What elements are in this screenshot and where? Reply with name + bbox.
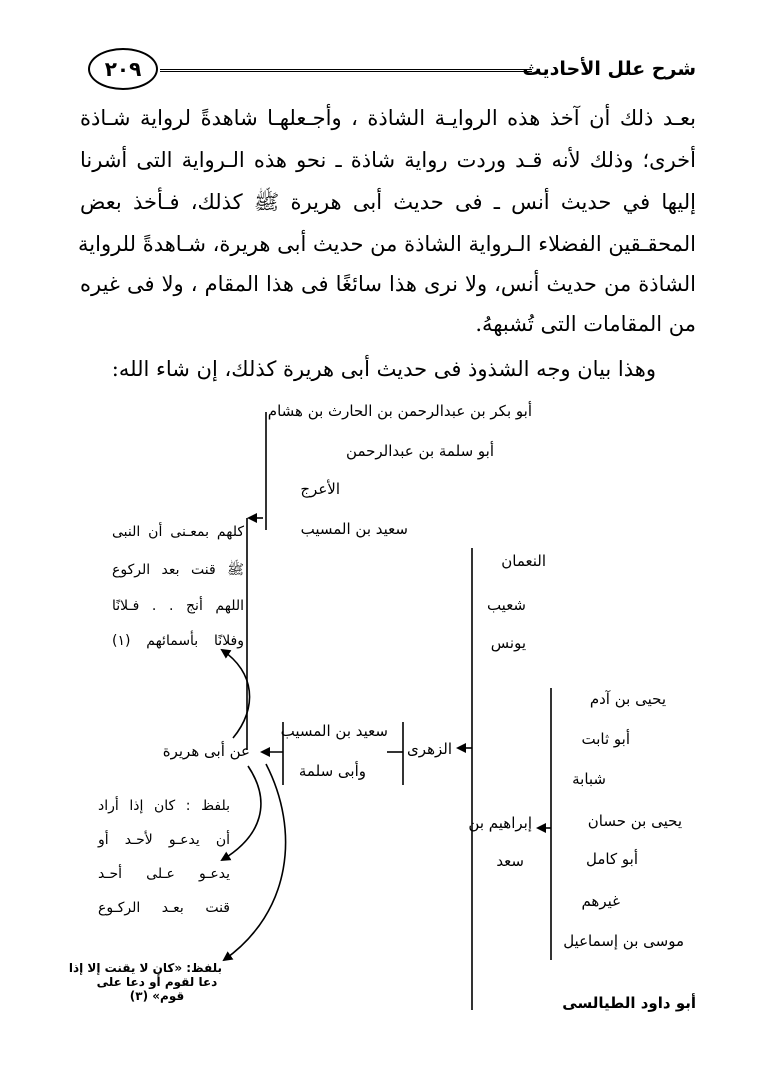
narrator-abu-thabit: أبو ثابت bbox=[581, 730, 630, 748]
narrator-zuhri: الزهرى bbox=[407, 740, 452, 758]
narrator-shuayb: شعيب bbox=[486, 596, 526, 614]
narrator-musa: موسى بن إسماعيل bbox=[563, 932, 684, 950]
narrator-saeed-pair-1: سعيد بن المسيب bbox=[280, 722, 388, 740]
narrator-yahya-hassan: يحيى بن حسان bbox=[587, 812, 682, 830]
narrator-saeed: سعيد بن المسيب bbox=[300, 520, 408, 538]
paragraph-line: بعـد ذلك أن آخذ هذه الروايـة الشاذة ، وأجـعلهـا شاهدةً لرواية شـاذة bbox=[80, 106, 696, 130]
narrator-yahya-adam: يحيى بن آدم bbox=[589, 690, 666, 708]
narrator-numan: النعمان bbox=[501, 552, 546, 570]
wording-note-line: أن يدعـو لأحـد أو bbox=[98, 832, 230, 848]
wording-note-2-line: دعا لقوم أو دعا على bbox=[96, 975, 218, 989]
paragraph-line: أخرى؛ وذلك لأنه قـد وردت رواية شاذة ـ نحو هذه الـرواية التى أشرنا bbox=[80, 148, 696, 172]
paragraph-line: المحقـقين الفضلاء الـرواية الشاذة من حديث أبى هريرة، شـاهدةً للرواية bbox=[78, 232, 696, 256]
wording-note-line: بلفظ : كان إذا أراد bbox=[98, 798, 230, 814]
curve-arrow-wording-2 bbox=[224, 764, 286, 960]
paragraph-line: الشاذة من حديث أنس، ولا نرى هذا سائغًا فى هذا المقام ، ولا فى غيره bbox=[80, 272, 696, 296]
wording-note-2-line: قوم» (٣) bbox=[129, 989, 185, 1003]
narrator-saeed-pair-2: وأبى سلمة bbox=[298, 762, 366, 780]
narrator-shababa: شبابة bbox=[572, 770, 606, 788]
narrator-abu-dawud: أبو داود الطيالسى bbox=[562, 994, 696, 1012]
paragraph-line: إليها في حديث أنس ـ فى حديث أبى هريرة ﷺ كذلك، فـأخذ بعض bbox=[80, 190, 696, 214]
paragraph-line: من المقامات التى تُشبههُ. bbox=[475, 312, 696, 336]
diagram-intro: وهذا بيان وجه الشذوذ فى حديث أبى هريرة كذلك، إن شاء الله: bbox=[111, 357, 656, 381]
running-title: شرح علل الأحاديث bbox=[522, 58, 696, 80]
curve-arrow-meaning bbox=[222, 650, 250, 738]
narrator-abu-bakr: أبو بكر بن عبدالرحمن بن الحارث بن هشام bbox=[267, 402, 532, 420]
meaning-note-line: ﷺ قنت بعد الركوع bbox=[112, 562, 244, 578]
meaning-note-line: كلهم بمعـنى أن النبى bbox=[112, 524, 244, 540]
narrator-abu-hurayra: عن أبى هريرة bbox=[162, 742, 250, 760]
narrator-others: غيرهم bbox=[581, 892, 620, 910]
meaning-note-line: وفلانًا بأسمائهم (١) bbox=[112, 633, 244, 649]
narrator-al-araj: الأعرج bbox=[300, 480, 340, 498]
meaning-note-line: اللهم أنج . . فـلانًا bbox=[112, 598, 244, 614]
narrator-yunus: يونس bbox=[490, 634, 526, 652]
narrator-abu-kamil: أبو كامل bbox=[586, 850, 638, 868]
wording-note-line: قنت بعـد الركـوع bbox=[98, 900, 230, 916]
narrator-ibrahim-line2: سعد bbox=[496, 852, 524, 870]
wording-note-line: يدعـو عـلى أحـد bbox=[98, 866, 230, 882]
narrator-ibrahim-line1: إبراهيم بن bbox=[468, 814, 532, 832]
wording-note-2-line: بلفظ: «كان لا يقنت إلا إذا bbox=[68, 961, 222, 975]
page-number: ٢٠٩ bbox=[88, 48, 158, 90]
narrator-abu-salama: أبو سلمة بن عبدالرحمن bbox=[346, 442, 494, 460]
